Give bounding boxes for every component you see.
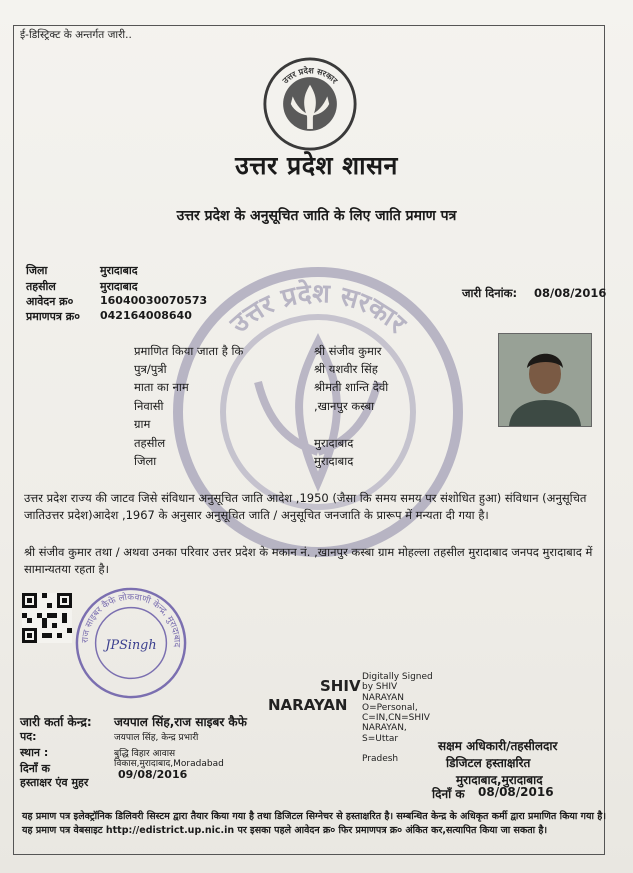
authority-signed: डिजिटल हस्ताक्षरित	[446, 756, 531, 770]
info-label-district: जिला	[134, 454, 157, 468]
father-name: श्री यशवीर सिंह	[314, 362, 378, 376]
mother-name: श्रीमती शान्ति देवी	[314, 380, 389, 394]
authority-place: मुरादाबाद,मुरादाबाद	[456, 773, 543, 787]
district-info-value: मुरादाबाद	[314, 454, 354, 468]
tehsil-value: मुरादाबाद	[100, 280, 138, 293]
issuer-place-line1: बुद्धि विहार आवास	[114, 749, 176, 759]
tehsil-label: तहसील	[26, 280, 56, 293]
district-label: जिला	[26, 264, 48, 277]
tehsil-info-value: मुरादाबाद	[314, 436, 354, 450]
authority-date-label: दिनाँ क	[432, 787, 465, 801]
page-title: उत्तर प्रदेश शासन	[235, 151, 398, 180]
footer-note: यह प्रमाण पत्र इलेक्ट्रॉनिक डिलिवरी सिस्टम द्वारा तैयार किया गया है तथा डिजिटल सिग्नेचर से हस्ताक्षरित है। सम्बन्धित केन्द्र के अधिकृत कर्मी द्वारा प्रमाणित किया गया है। यह प्रमाण पत्र वेबसाइट http://edistrict.up.nic.in पर इसका पहले आवेदन क्र० फिर प्रमाणपत्र क्र० अंकित कर,सत्यापित किया जा सकता है।	[22, 811, 606, 836]
applicant-photo	[498, 333, 592, 427]
issuer-center-label: जारी कर्ता केन्द्र:	[20, 715, 92, 729]
info-label-tehsil: तहसील	[134, 436, 166, 450]
info-label-certified: प्रमाणित किया जाता है कि	[134, 344, 244, 358]
residence-statement: श्री संजीव कुमार तथा / अथवा उनका परिवार उत्तर प्रदेश के मकान नं. ,खानपुर कस्बा ग्राम मोहल्ला तहसील मुरादाबाद जनपद मुरादाबाद में सामान्यतया रहता है।	[24, 545, 593, 576]
issue-date-value: 08/08/2016	[534, 286, 607, 300]
qr-code-icon	[22, 593, 72, 643]
issuer-date-label: दिनाँ क	[20, 762, 50, 775]
certificate-subtitle: उत्तर प्रदेश के अनुसूचित जाति के लिए जाति प्रमाण पत्र	[176, 208, 457, 224]
dsig-name-line1: SHIV	[320, 677, 361, 695]
issuer-place-line2: विकास,मुरादाबाद,Moradabad	[114, 759, 224, 769]
resident-value: ,खानपुर कस्बा	[314, 399, 375, 413]
info-label-parent: पुत्र/पुत्री	[134, 362, 167, 376]
seal-signature: JPSingh	[105, 637, 157, 653]
issuer-sign-label: हस्ताक्षर एंव मुहर	[20, 776, 89, 789]
applicant-name: श्री संजीव कुमार	[314, 344, 382, 358]
certificate-no-label: प्रमाणपत्र क्र०	[26, 310, 80, 323]
authority-date-value: 08/08/2016	[478, 785, 554, 799]
issuer-date-value: 09/08/2016	[118, 768, 188, 781]
application-no-value: 16040030070573	[100, 294, 208, 307]
info-label-village: ग्राम	[134, 417, 151, 431]
authority-title: सक्षम अधिकारी/तहसीलदार	[438, 739, 558, 753]
cyber-cafe-seal-icon	[72, 584, 190, 702]
dsig-details: Digitally Signed by SHIV NARAYAN O=Personal, C=IN,CN=SHIV NARAYAN, S=Uttar Pradesh	[362, 672, 433, 765]
seal-ring-text: राज साइबर कैफे लोकवाणी केन्द्र, मुरादाबाद	[80, 592, 182, 648]
issuer-place-label: स्थान :	[20, 746, 49, 759]
up-govt-emblem-icon	[262, 56, 358, 152]
district-value: मुरादाबाद	[100, 264, 138, 277]
info-label-mother: माता का नाम	[134, 380, 189, 394]
issuer-post-value: जयपाल सिंह, केन्द्र प्रभारी	[114, 733, 199, 743]
issuer-post-label: पद:	[20, 730, 37, 743]
caste-statement: उत्तर प्रदेश राज्य की जाटव जिसे संविधान अनुसूचित जाति आदेश ,1950 (जैसा कि समय समय पर संशोधित हुआ) संविधान (अनुसूचित जातिउत्तर प्रदेश)आदेश ,1967 के अनुसार अनुसूचित जाति / अनुसूचित जनजाति के प्रारूप में मन्यता दी गया है।	[24, 491, 587, 522]
dsig-name-line2: NARAYAN	[268, 696, 348, 714]
application-no-label: आवेदन क्र०	[26, 295, 74, 308]
watermark-arc-text: उत्तर प्रदेश सरकार	[224, 278, 412, 340]
header-note: ई-डिस्ट्रिक्ट के अन्तर्गत जारी..	[20, 29, 132, 41]
issuer-center-value: जयपाल सिंह,राज साइबर कैफे	[114, 715, 247, 729]
info-label-resident: निवासी	[134, 399, 164, 413]
emblem-arc-text: उत्तर प्रदेश सरकार	[280, 65, 340, 86]
issue-date-label: जारी दिनांक:	[462, 286, 518, 300]
certificate-no-value: 042164008640	[100, 309, 192, 322]
